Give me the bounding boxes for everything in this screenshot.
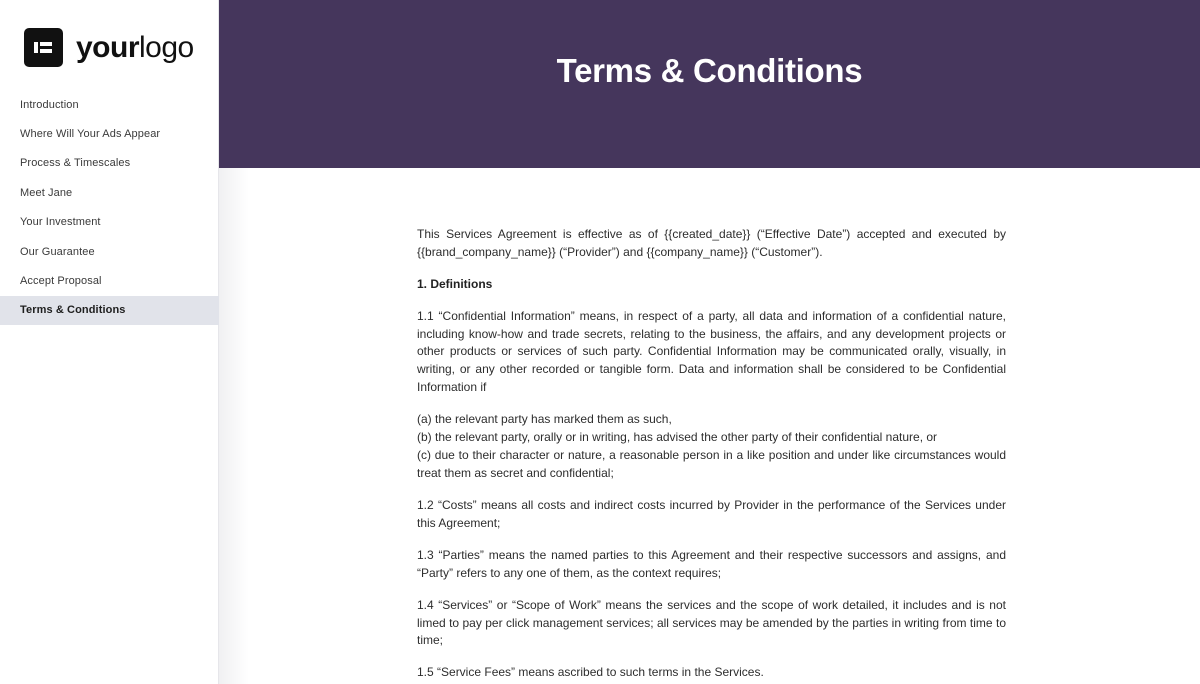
sidebar-item-accept-proposal[interactable]: Accept Proposal: [20, 275, 102, 288]
logo-text: [76, 30, 194, 64]
sidebar-item-our-guarantee[interactable]: Our Guarantee: [20, 245, 95, 258]
section-heading-definitions: 1. Definitions: [417, 276, 493, 291]
sidebar-item-terms-conditions[interactable]: Terms & Conditions: [0, 296, 219, 325]
clause-1-5: 1.5 “Service Fees” means ascribed to such terms in the Services.: [417, 665, 764, 680]
sidebar-item-your-investment[interactable]: Your Investment: [20, 216, 101, 229]
page-header: [219, 0, 1200, 168]
clause-1-4: 1.4 “Services” or “Scope of Work” means the services and the scope of work detailed, it includes and is not limed to pay per click management services; all services may be amended by the parties in writing from time to time;: [417, 597, 1006, 648]
logo-mark-icon: [24, 28, 63, 67]
sidebar-item-where-will-your-ads-appear[interactable]: Where Will Your Ads Appear: [20, 128, 161, 141]
intro-paragraph: This Services Agreement is effective as of {{created_date}} (“Effective Date”) accepted and executed by {{brand_company_name}} (“Provider”) and {{company_name}} (“Customer”).: [417, 227, 1006, 259]
clause-1-2: 1.2 “Costs” means all costs and indirect costs incurred by Provider in the performance of the Services under this Agreement;: [417, 497, 1006, 530]
condition-a: (a) the relevant party has marked them as such,: [417, 412, 672, 427]
clause-1-1: 1.1 “Confidential Information” means, in respect of a party, all data and information of a confidential nature, including know-how and trade secrets, relating to the business, the affairs, and any development projects or other products or services of such party. Confidential Information may be communicated orally, visually, in writing, or any other recorded or tangible form. Data and information shall be considered to be Confidential Information if: [417, 308, 1006, 394]
condition-c: (c) due to their character or nature, a reasonable person in a like position and under like circumstances would treat them as secret and confidential;: [417, 447, 1006, 480]
logo-text-light: logo: [139, 30, 194, 64]
clause-1-3: 1.3 “Parties” means the named parties to this Agreement and their respective successors and assigns, and “Party” refers to any one of them, as the context requires;: [417, 547, 1006, 580]
sidebar-item-introduction[interactable]: Introduction: [20, 98, 79, 111]
sidebar-nav: [0, 90, 219, 325]
sidebar-shadow: [219, 168, 249, 684]
logo-text-bold: your: [76, 30, 140, 64]
sidebar-item-process-timescales[interactable]: Process & Timescales: [20, 157, 131, 170]
condition-b: (b) the relevant party, orally or in writing, has advised the other party of their confidential nature, or: [417, 429, 938, 444]
page-title: Terms & Conditions: [556, 52, 863, 89]
sidebar: [0, 0, 219, 684]
clause-1-1-conditions: [417, 411, 1006, 482]
sidebar-item-meet-jane[interactable]: Meet Jane: [20, 186, 73, 199]
terms-content: [417, 226, 1006, 684]
logo[interactable]: [24, 28, 194, 67]
